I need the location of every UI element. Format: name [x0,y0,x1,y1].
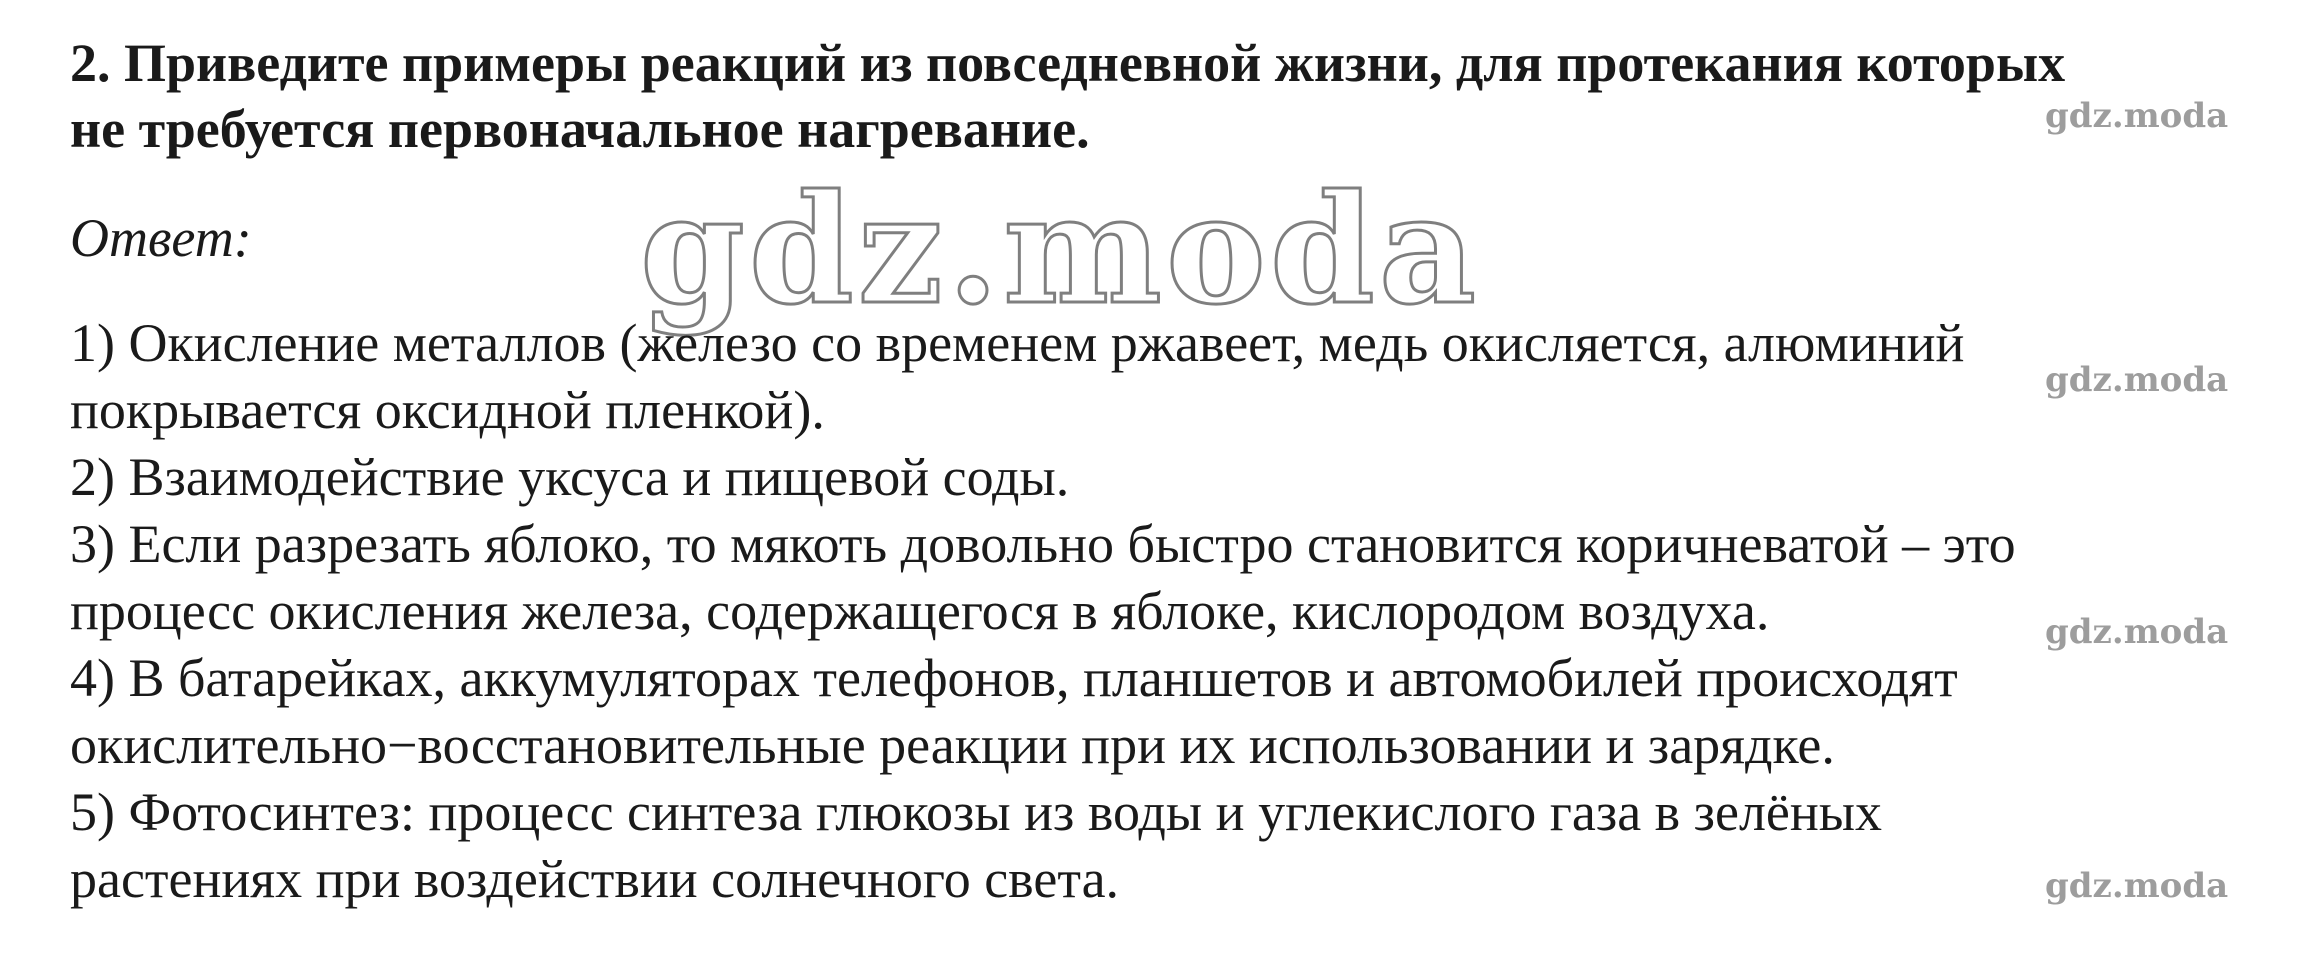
watermark-small: gdz.moda [2045,866,2229,906]
answer-line-6: 4) В батарейках, аккумуляторах телефонов, планшетов и автомобилей происходят [70,648,1958,708]
answer-line-7: окислительно−восстановительные реакции при их использовании и зарядке. [70,715,1835,775]
answer-line-1: 1) Окисление металлов (железо со временем ржавеет, медь окисляется, алюминий [70,313,1965,373]
watermark-large: gdz.moda [640,162,1481,338]
answer-line-3: 2) Взаимодействие уксуса и пищевой соды. [70,447,1070,507]
answer-line-2: покрывается оксидной пленкой). [70,380,825,440]
answer-list [70,310,2270,913]
watermark-small: gdz.moda [2045,612,2229,652]
watermark-small: gdz.moda [2045,96,2229,136]
watermark-small: gdz.moda [2045,360,2229,400]
question-text [70,30,2270,162]
question-line-2: не требуется первоначальное нагревание. [70,99,1090,159]
answer-label: Ответ: [70,208,252,268]
answer-line-5: процесс окисления железа, содержащегося в яблоке, кислородом воздуха. [70,581,1770,641]
answer-line-4: 3) Если разрезать яблоко, то мякоть довольно быстро становится коричневатой – это [70,514,2016,574]
question-line-1: 2. Приведите примеры реакций из повседневной жизни, для протекания которых [70,33,2066,93]
answer-line-9: растениях при воздействии солнечного света. [70,849,1120,909]
answer-line-8: 5) Фотосинтез: процесс синтеза глюкозы из воды и углекислого газа в зелёных [70,782,1883,842]
